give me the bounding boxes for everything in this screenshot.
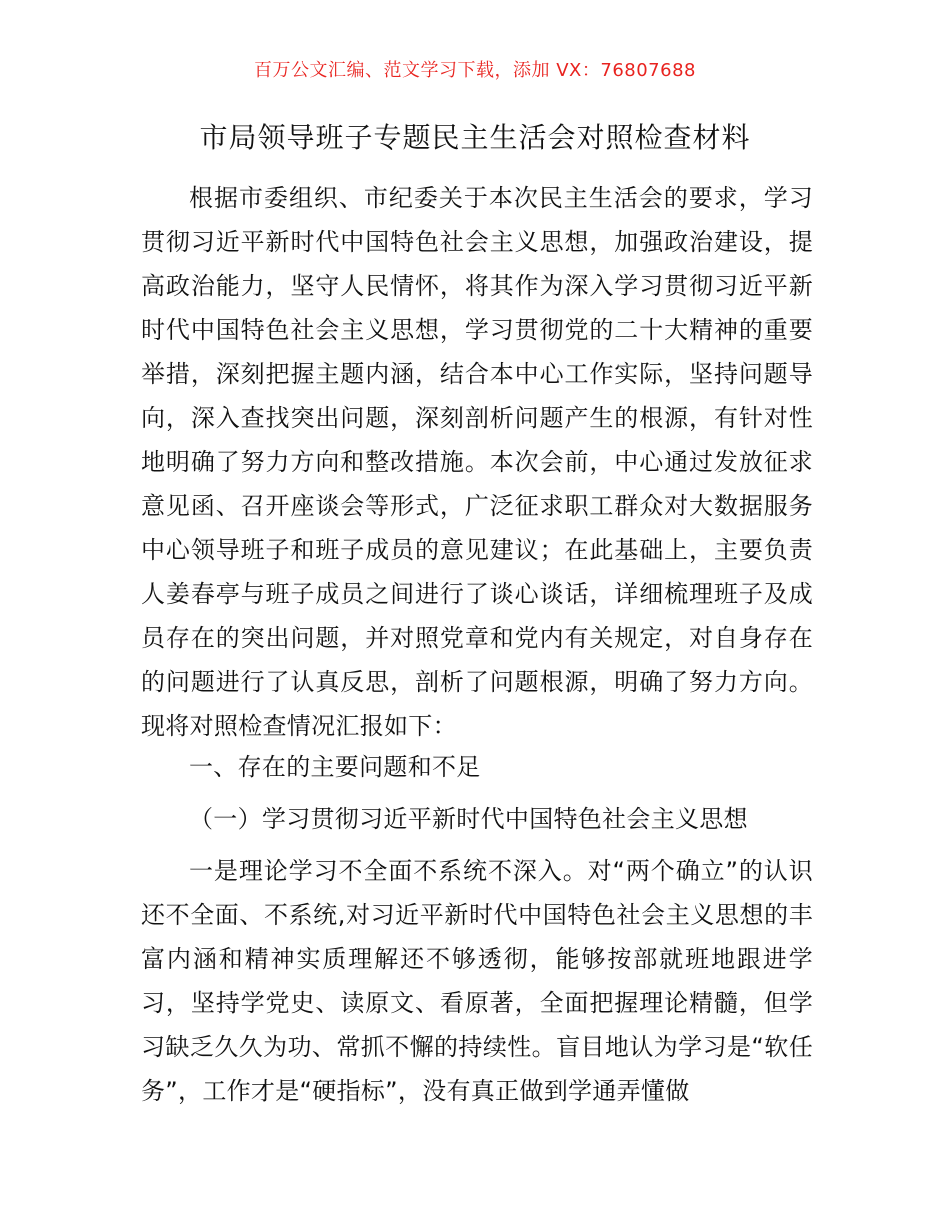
section-heading: 一、存在的主要问题和不足	[189, 753, 481, 781]
subsection-heading: （一）学习贯彻习近平新时代中国特色社会主义思想	[189, 805, 748, 833]
watermark-header: 百万公文汇编、范文学习下载，添加 VX：76807688	[254, 60, 696, 81]
point-paragraph: 一是理论学习不全面不系统不深入。对“两个确立”的认识还不全面、不系统,对习近平新时代中国特色社会主义思想的丰富内涵和精神实质理解还不够透彻，能够按部就班地跟进学习，坚持学党史、读原文、看原著，全面把握理论精髓，但学习缺乏久久为功、常抓不懈的持续性。盲目地认为学习是“软任务”，工作才是“硬指标”，没有真正做到学通弄懂做	[141, 857, 813, 1105]
document-title: 市局领导班子专题民主生活会对照检查材料	[199, 121, 751, 154]
intro-paragraph: 根据市委组织、市纪委关于本次民主生活会的要求，学习贯彻习近平新时代中国特色社会主义思想，加强政治建设，提高政治能力，坚守人民情怀，将其作为深入学习贯彻习近平新时代中国特色社会主义思想，学习贯彻党的二十大精神的重要举措，深刻把握主题内涵，结合本中心工作实际，坚持问题导向，深入查找突出问题，深刻剖析问题产生的根源，有针对性地明确了努力方向和整改措施。本次会前，中心通过发放征求意见函、召开座谈会等形式，广泛征求职工群众对大数据服务中心领导班子和班子成员的意见建议；在此基础上，主要负责人姜春亭与班子成员之间进行了谈心谈话，详细梳理班子及成员存在的突出问题，并对照党章和党内有关规定，对自身存在的问题进行了认真反思，剖析了问题根源，明确了努力方向。现将对照检查情况汇报如下：	[141, 184, 813, 740]
